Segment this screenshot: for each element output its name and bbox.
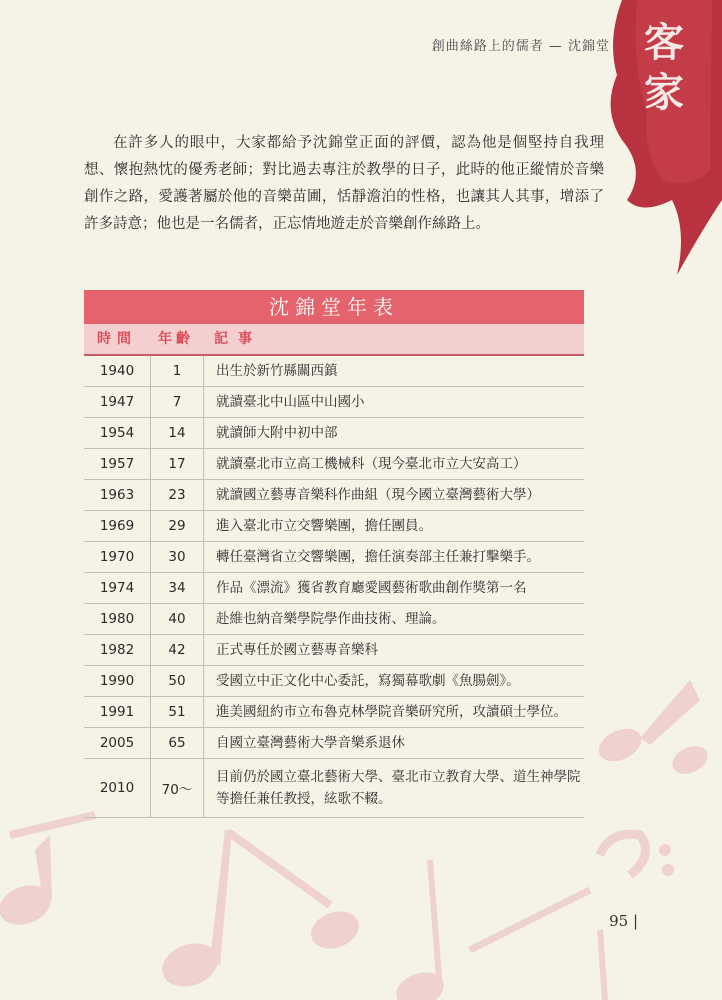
row-year: 1947 — [84, 387, 151, 417]
row-year: 1974 — [84, 573, 151, 603]
badge-char-2: 家 — [644, 69, 684, 116]
timeline-title: 沈錦堂年表 — [84, 290, 584, 324]
page-number — [609, 912, 638, 930]
row-year: 1940 — [84, 356, 151, 386]
row-event: 受國立中正文化中心委託，寫獨幕歌劇《魚腸劍》。 — [216, 673, 520, 689]
timeline-table — [84, 290, 584, 818]
table-row — [84, 573, 584, 604]
table-row — [84, 666, 584, 697]
table-row — [84, 728, 584, 759]
row-age: 29 — [151, 511, 204, 541]
table-row — [84, 356, 584, 387]
row-event: 作品《漂流》獲省教育廳愛國藝術歌曲創作獎第一名 — [216, 580, 527, 596]
row-year: 1980 — [84, 604, 151, 634]
row-year: 1963 — [84, 480, 151, 510]
row-age: 30 — [151, 542, 204, 572]
table-row — [84, 697, 584, 728]
row-event: 就讀師大附中初中部 — [216, 425, 338, 441]
table-row — [84, 759, 584, 818]
table-row — [84, 511, 584, 542]
row-event: 就讀臺北中山區中山國小 — [216, 394, 365, 410]
hakka-badge — [624, 18, 704, 118]
row-age: 65 — [151, 728, 204, 758]
row-year: 1957 — [84, 449, 151, 479]
row-year: 1990 — [84, 666, 151, 696]
timeline-body — [84, 356, 584, 818]
row-event: 就讀國立藝專音樂科作曲組（現今國立臺灣藝術大學） — [216, 487, 540, 503]
table-row — [84, 387, 584, 418]
table-row — [84, 604, 584, 635]
row-year: 1954 — [84, 418, 151, 448]
table-row — [84, 418, 584, 449]
row-year: 2010 — [84, 759, 151, 817]
table-row — [84, 480, 584, 511]
row-age: 42 — [151, 635, 204, 665]
row-year: 1982 — [84, 635, 151, 665]
header-age: 年齡 — [158, 331, 194, 347]
row-age: 1 — [151, 356, 204, 386]
table-row — [84, 449, 584, 480]
timeline-header-row — [84, 324, 584, 356]
row-age: 70～ — [151, 759, 204, 817]
row-event: 目前仍於國立臺北藝術大學、臺北市立教育大學、道生神學院等擔任兼任教授，絃歌不輟。 — [216, 769, 581, 807]
row-age: 50 — [151, 666, 204, 696]
row-age: 51 — [151, 697, 204, 727]
row-year: 1970 — [84, 542, 151, 572]
row-event: 正式專任於國立藝專音樂科 — [216, 642, 378, 658]
row-age: 17 — [151, 449, 204, 479]
row-year: 1991 — [84, 697, 151, 727]
row-age: 23 — [151, 480, 204, 510]
page-number-value: 95 — [609, 912, 629, 930]
badge-char-1: 客 — [644, 19, 684, 66]
table-row — [84, 542, 584, 573]
row-event: 就讀臺北市立高工機械科（現今臺北市立大安高工） — [216, 456, 527, 472]
row-event: 自國立臺灣藝術大學音樂系退休 — [216, 735, 405, 751]
row-year: 1969 — [84, 511, 151, 541]
row-year: 2005 — [84, 728, 151, 758]
row-age: 34 — [151, 573, 204, 603]
row-event: 赴維也納音樂學院學作曲技術、理論。 — [216, 611, 446, 627]
row-event: 出生於新竹縣關西鎮 — [216, 363, 338, 379]
row-event: 進入臺北市立交響樂團，擔任團員。 — [216, 518, 432, 534]
header-time: 時間 — [97, 331, 137, 347]
intro-paragraph: 在許多人的眼中，大家都給予沈錦堂正面的評價，認為他是個堅持自我理想、懷抱熱忱的優秀老師；對比過去專注於教學的日子，此時的他正縱情於音樂創作之路，愛護著屬於他的音樂苗圃，恬靜澹泊的性格，也讓其人其事，增添了許多詩意；他也是一名儒者，正忘情地遊走於音樂創作絲路上。 — [84, 135, 604, 232]
row-age: 14 — [151, 418, 204, 448]
row-age: 7 — [151, 387, 204, 417]
row-event: 轉任臺灣省立交響樂團，擔任演奏部主任兼打擊樂手。 — [216, 549, 540, 565]
page-number-rule: | — [632, 912, 638, 930]
table-row — [84, 635, 584, 666]
row-age: 40 — [151, 604, 204, 634]
running-title: 創曲絲路上的儒者 — 沈錦堂 — [431, 39, 610, 54]
header-event: 記事 — [214, 331, 262, 347]
row-event: 進美國紐約市立布魯克林學院音樂研究所，攻讀碩士學位。 — [216, 704, 567, 720]
